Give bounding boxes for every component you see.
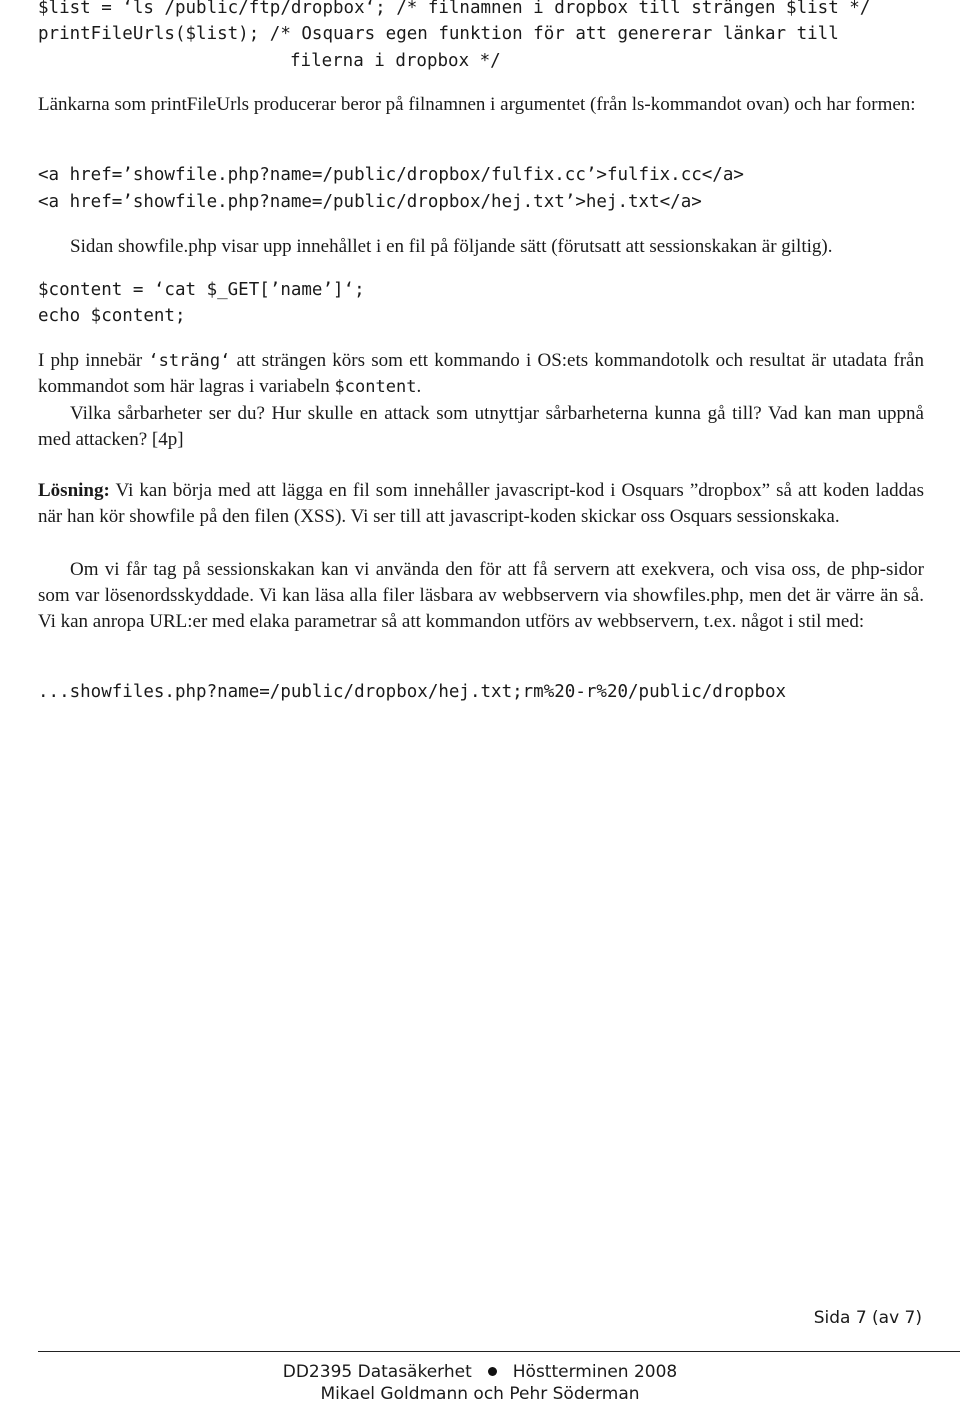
solution-label: Lösning: (38, 480, 110, 501)
solution-paragraph-1 (38, 478, 924, 530)
code-link-fulfix: <a href=’showfile.php?name=/public/dropbox/fulfix.cc’>fulfix.cc</a> (38, 165, 744, 185)
paragraph-php-backticks (38, 348, 924, 400)
solution-text-1: Vi kan börja med att lägga en fil som innehåller javascript-kod i Osquars ”dropbox” så att koden laddas när han kör showfile på den filen (XSS). Vi ser till att javascript-koden skickar oss Osquars sessionskaka. (38, 480, 924, 527)
php-text-middle: att strängen körs som ett kommando i OS:ets kommandotolk och resultat är utadata från kommandot som här lagras i variabeln (38, 350, 924, 397)
solution-paragraph-2: Om vi får tag på sessionskakan kan vi använda den för att få servern att exekvera, och visa oss, de php-sidor som var lösenordsskyddade. Vi kan läsa alla filer läsbara av webbservern via showfiles.php, men det är värre än så. Vi kan anropa URL:er med elaka parametrar så att kommandon utförs av webbservern, t.ex. något i stil med: (38, 559, 924, 632)
footer-divider (38, 1351, 960, 1352)
code-line-filerna: filerna i dropbox */ (290, 51, 501, 71)
footer-authors: Mikael Goldmann och Pehr Söderman (320, 1384, 640, 1404)
footer-course-line (0, 1362, 960, 1382)
code-line-printfileurls: printFileUrls($list); /* Osquars egen funktion för att genererar länkar till (38, 24, 839, 44)
code-malicious-url: ...showfiles.php?name=/public/dropbox/hej.txt;rm%20-r%20/public/dropbox (38, 682, 787, 702)
footer-course: DD2395 Datasäkerhet (282, 1362, 472, 1382)
page-number: Sida 7 (av 7) (813, 1308, 922, 1328)
code-content-cat: $content = ‘cat $_GET[’name’]‘; (38, 280, 365, 300)
code-content-echo: echo $content; (38, 306, 186, 326)
code-link-hej: <a href=’showfile.php?name=/public/dropbox/hej.txt’>hej.txt</a> (38, 192, 702, 212)
code-strang: ‘sträng‘ (148, 351, 231, 371)
paragraph-showfile: Sidan showfile.php visar upp innehållet i en fil på följande sätt (förutsatt att sessionskakan är giltig). (70, 236, 833, 257)
code-content-variable: $content (334, 377, 417, 397)
paragraph-question: Vilka sårbarheter ser du? Hur skulle en attack som utnyttjar sårbarheterna kunna gå till? Vad kan man uppnå med attacken? [4p] (38, 403, 924, 450)
bullet-icon (488, 1367, 497, 1376)
php-text-after: . (416, 376, 422, 397)
code-line-list: $list = ‘ls /public/ftp/dropbox‘; /* filnamnen i dropbox till strängen $list */ (38, 0, 871, 18)
paragraph-links-description: Länkarna som printFileUrls producerar beror på filnamnen i argumentet (från ls-kommandot ovan) och har formen: (38, 94, 916, 115)
footer-term: Höstterminen 2008 (512, 1362, 678, 1382)
php-text-before: I php innebär (38, 350, 149, 371)
